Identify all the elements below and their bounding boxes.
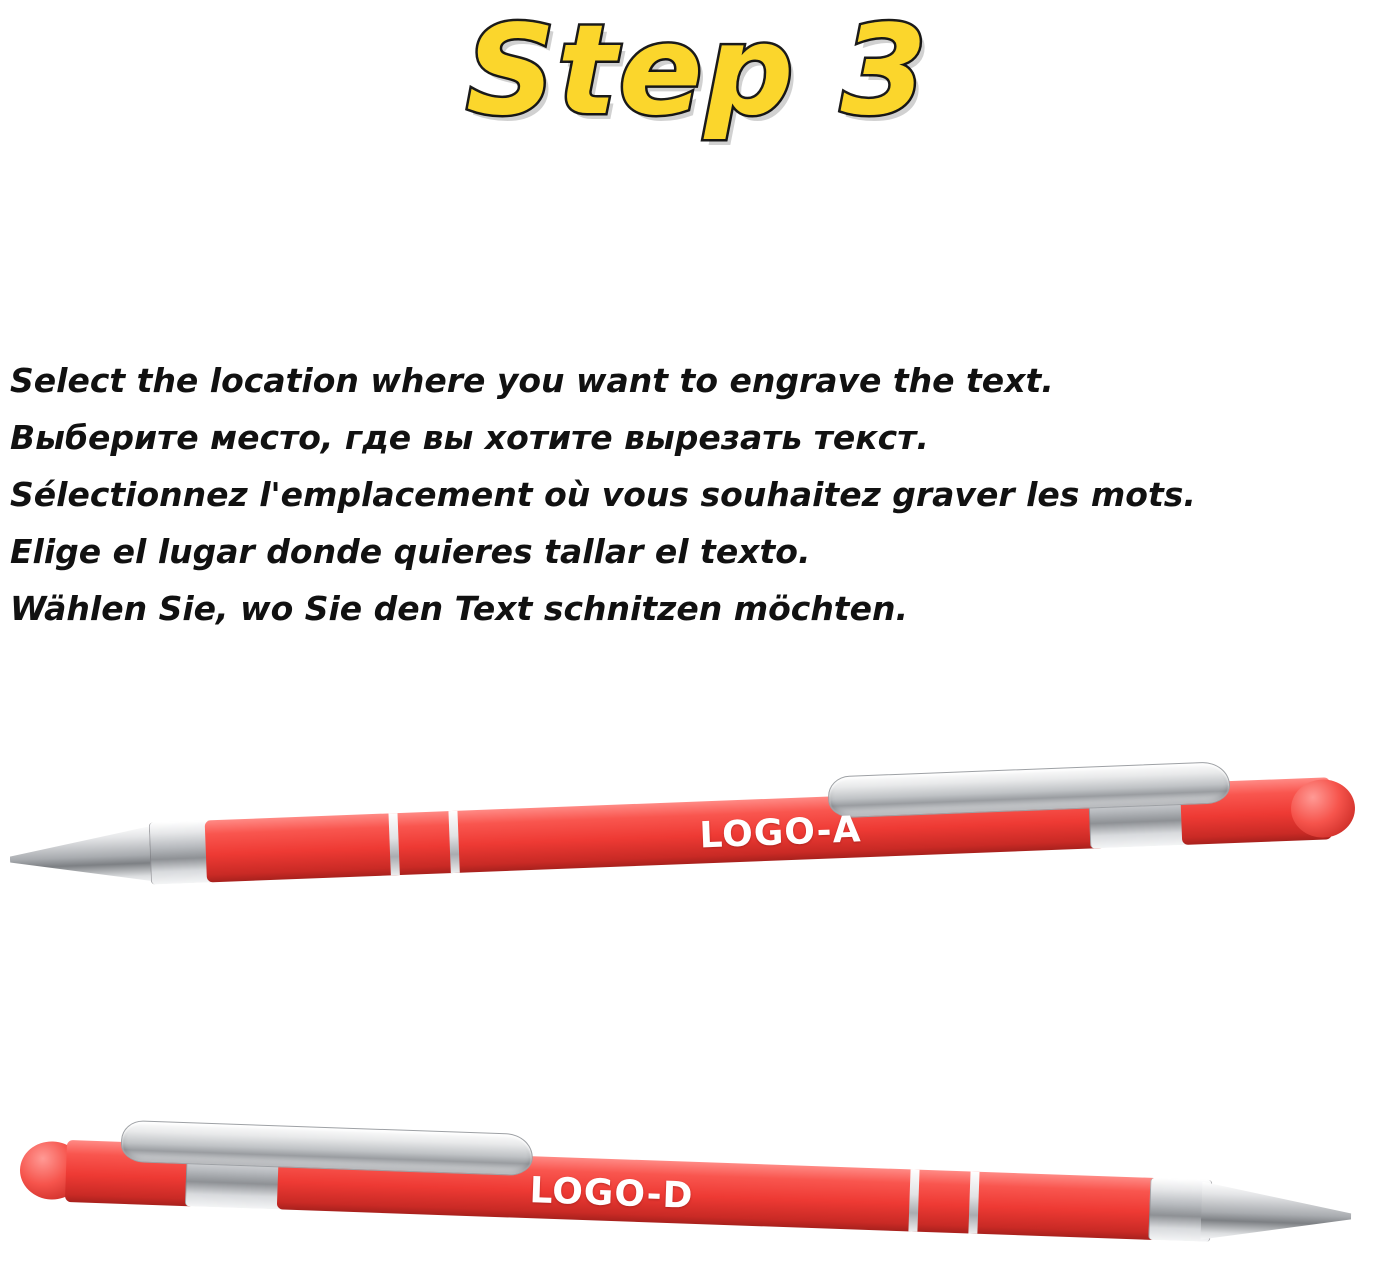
pen-illustration-area	[0, 770, 1395, 1270]
instruction-line-de: Wählen Sie, wo Sie den Text schnitzen möchten.	[10, 589, 908, 629]
instruction-line-es: Elige el lugar donde quieres tallar el texto.	[10, 532, 811, 572]
instruction-line-en: Select the location where you want to engrave the text.	[10, 361, 1054, 400]
pen-d-tip-cone	[1200, 1182, 1352, 1245]
pen-a-tip-cone	[9, 824, 161, 888]
pen-logo-d	[8, 1110, 1381, 1278]
pen-a-logo-label: LOGO-A	[698, 809, 863, 857]
instruction-line-fr: Sélectionnez l'emplacement où vous souhaitez graver les mots.	[10, 475, 1196, 515]
pen-logo-a	[8, 748, 1372, 920]
pen-a-front-collar	[149, 820, 213, 884]
pen-d-logo-label: LOGO-D	[528, 1170, 695, 1217]
instruction-block	[10, 352, 1390, 637]
instruction-line-ru: Выберите место, где вы хотите вырезать текст.	[10, 418, 929, 458]
page-title: Step 3	[466, 0, 929, 143]
